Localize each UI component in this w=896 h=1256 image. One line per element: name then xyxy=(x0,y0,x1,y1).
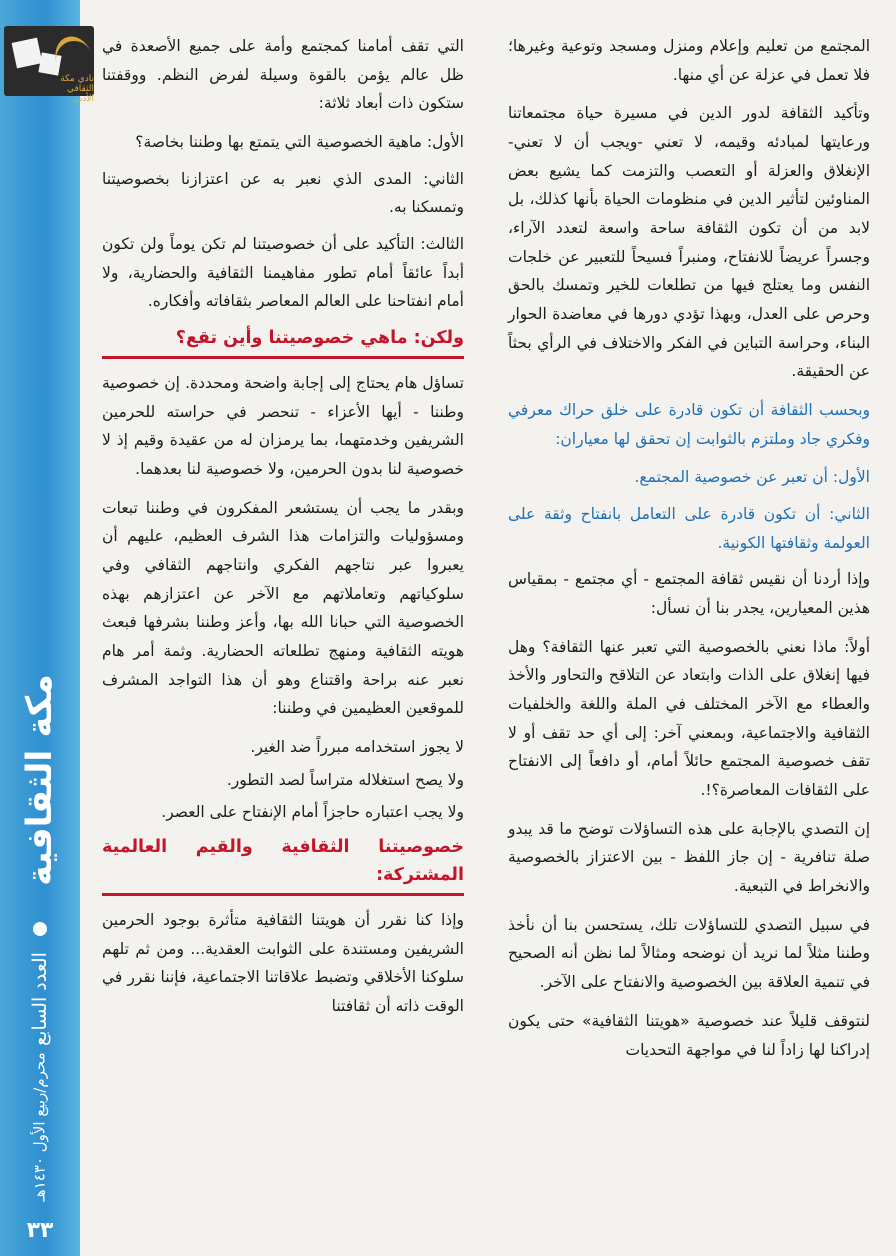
section-heading: ولكن: ماهي خصوصيتنا وأين تقع؟ xyxy=(102,324,464,359)
logo-text: نادي مكة الثقافي الأدبي xyxy=(60,74,94,104)
paragraph: المجتمع من تعليم وإعلام ومنزل ومسجد وتوعية وغيرها؛ فلا تعمل في عزلة عن أي منها. xyxy=(508,37,870,84)
paragraph: التي تقف أمامنا كمجتمع وأمة على جميع الأصعدة في ظل عالم يؤمن بالقوة وسيلة لفرض النظم. ووقفتنا ستكون ذات أبعاد ثلاثة: xyxy=(102,37,464,113)
paragraph: وإذا أردنا أن نقيس ثقافة المجتمع - أي مجتمع - بمقياس هذين المعيارين، يجدر بنا أن نسأل: xyxy=(508,570,870,618)
right-column xyxy=(508,32,870,1074)
paragraph: في سبيل التصدي للتساؤلات تلك، يستحسن بنا أن نأخذ وطننا مثلاً لما نريد أن نوضحه ومثالاً لما نظن أنه الصحيح في تنمية العلاقة بين الخصوصية والانفتاح على الآخر. xyxy=(508,915,870,992)
magazine-title-text: مكة الثقافية xyxy=(20,674,60,886)
separator-dot xyxy=(33,922,47,936)
page-number: ٣٣ xyxy=(26,1218,54,1243)
issue-label xyxy=(8,938,72,1060)
issue-text: العدد السابع xyxy=(29,952,52,1046)
dimension-item xyxy=(102,165,464,222)
paragraph: إن التصدي بالإجابة على هذه التساؤلات توضح ما قد يبدو صلة تنافرية - إن جاز اللفظ - بين الاعتزاز بالخصوصية والانخراط في التبعية. xyxy=(508,819,870,896)
issue-date xyxy=(8,1052,72,1202)
criterion-text: أن تكون قادرة على التعامل بانفتاح وثقة على العولمة وثقافتها الكونية. xyxy=(508,505,870,552)
section-heading: خصوصيتنا الثقافية والقيم العالمية المشتركة: xyxy=(102,833,464,896)
paragraph: أولاً: ماذا نعني بالخصوصية التي تعبر عنها الثقافة؟ وهل فيها إنغلاق على الذات وابتعاد عن التلاقح والتحاور والأخذ والعطاء مع الآخر المختلف في الملة واللغة والخلفيات الثقافية والاجتماعية، وبمعني آخر: إلى أي حد تقف أو لا تقف خصوصية المجتمع حائلاً أمام، أو دافعاً إلى الانفتاح على الثقافات المعاصرة؟!. xyxy=(508,637,870,800)
magazine-title xyxy=(8,660,72,900)
highlight-paragraph: وبحسب الثقافة أن تكون قادرة على خلق حراك معرفي وفكري جاد وملتزم بالثوابت إن تحقق لها معياران: xyxy=(508,401,870,448)
dimension-text: المدى الذي نعبر به عن اعتزازنا بخصوصيتنا وتمسكنا به. xyxy=(102,169,464,217)
dimension-label: الثاني: xyxy=(423,169,464,188)
dimension-item xyxy=(102,230,464,316)
dimension-item xyxy=(102,128,464,157)
criterion-label: الثاني: xyxy=(829,505,870,524)
paragraph: تساؤل هام يحتاج إلى إجابة واضحة ومحددة. إن خصوصية وطننا - أيها الأعزاء - تنحصر في حراسته للحرمين الشريفين وخدمتهما، بما يرمزان له من عقيدة وقيم إذ لا خصوصية لنا بدون الحرمين، ولا خصوصية لنا بعدهما. xyxy=(102,374,464,479)
dimension-text: ماهية الخصوصية التي يتمتع بها وطننا بخاصة؟ xyxy=(135,133,422,152)
criterion-item xyxy=(508,500,870,557)
statement-item: ولا يجب اعتباره حاجزاً أمام الإنفتاح على العصر. xyxy=(161,803,464,822)
criterion-item xyxy=(508,463,870,492)
paragraph: وبقدر ما يجب أن يستشعر المفكرون في وطننا تبعات ومسؤوليات والتزامات هذا الشرف العظيم، عليهم أن يعبروا عبر نتاجهم الفكري وانتاجهم الثقافي وفي سلوكياتهم وتعاملاتهم مع الآخر عن اعتزازهم بهذه الخصوصية التي حبانا الله بها، وأعز وطننا بشرفها فبعث هويته الثقافية ومنهج تطلعاته الحضارية. وثمة أمر هام نعبر عنه براحة واقتناع وهو أن هذا التواجد المشرف للموقعين العظيمين في وطننا: xyxy=(102,498,464,718)
criterion-text: أن تعبر عن خصوصية المجتمع. xyxy=(634,468,828,487)
left-column xyxy=(102,32,464,1031)
logo-square-shape xyxy=(12,38,43,69)
date-text: محرم/ربيع الأول ١٤٣٠هـ xyxy=(31,1052,49,1202)
criterion-label: الأول: xyxy=(832,468,870,487)
statement-item: ولا يصح استغلاله متراساً لصد التطور. xyxy=(226,770,464,789)
dimension-label: الأول: xyxy=(426,133,464,152)
paragraph: لنتوقف قليلاً عند خصوصية «هويتنا الثقافية» حتى يكون إدراكنا لها زاداً لنا في مواجهة التحديات xyxy=(508,1011,870,1059)
statement-item: لا يجوز استخدامه مبرراً ضد الغير. xyxy=(250,738,464,757)
dimension-text: التأكيد على أن خصوصيتنا لم تكن يوماً ولن تكون أبداً عائقاً أمام تطور مفاهيمنا الثقافية والحضارية، ولا أمام انفتاحنا على العالم المعاصر بثقافاته وأفكاره. xyxy=(102,235,464,311)
paragraph: وتأكيد الثقافة لدور الدين في مسيرة حياة مجتمعاتنا ورعايتها لمبادئه وقيمه، لا تعني -ويجب أن لا تعني- الإنغلاق والعزلة أو التعصب والتزمت كما يشيع بعض المناوئين لتأثير الدين في منظومات الحياة بأنها كذلك، بل لابد من أن تكون الثقافة ساحة واسعة لتعدد الآراء، وجسراً عريضاً للانفتاح، ومنبراً فسيحاً للتعبير عن خلجات النفس وما يعتلج فيها من تطلعات للخير وتمسك بالحق وحرص على العدل، وبهذا تؤدي دورها في معاضدة الحوار البناء، وحراسة التباين في الفكر والاختلاف في الرأي بحثاً عن الحقيقة. xyxy=(508,104,870,381)
club-logo xyxy=(4,26,94,104)
dimension-label: الثالث: xyxy=(420,235,464,254)
paragraph: وإذا كنا نقرر أن هويتنا الثقافية متأثرة بوجود الحرمين الشريفين ومستندة على الثوابت العقدية... ومن ثم تلهم سلوكنا الأخلاقي وتضبط علاقاتنا الاجتماعية، فإننا نقرر في الوقت ذاته أن ثقافتنا xyxy=(102,911,464,1016)
